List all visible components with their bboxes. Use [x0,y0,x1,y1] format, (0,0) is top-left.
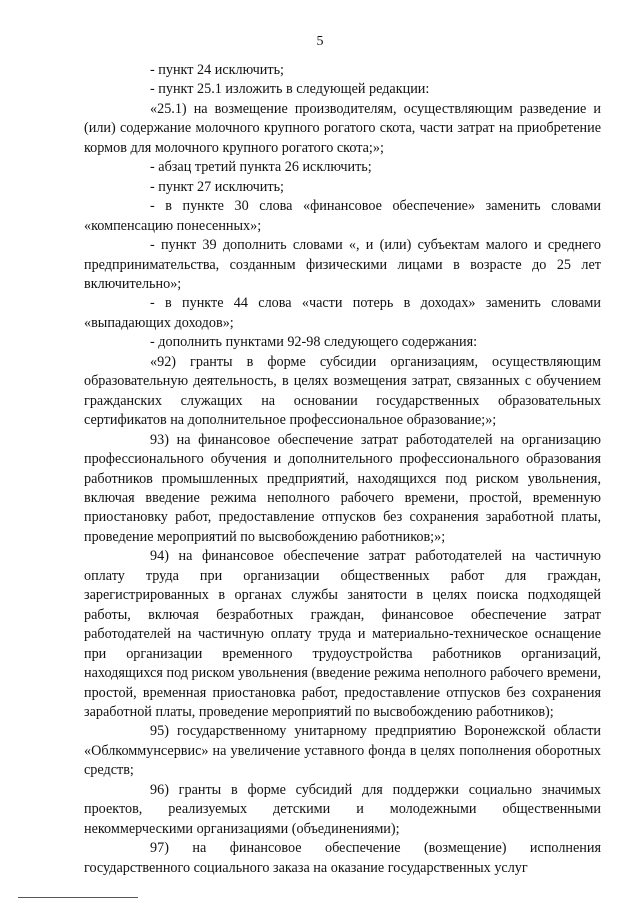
paragraph-items-92-98-intro: - дополнить пунктами 92-98 следующего содержания: [150,334,478,351]
paragraph-item-26: - абзац третий пункта 26 исключить; [150,159,372,176]
paragraph-item-44: - в пункте 44 слова «части потерь в доходах» заменить словами «выпадающих доходов»; [84,295,601,331]
paragraph-item-95: 95) государственному унитарному предприятию Воронежской области «Облкоммунсервис» на увеличение уставного фонда в целях пополнения оборотных средств; [84,723,601,779]
paragraph-item-93: 93) на финансовое обеспечение затрат работодателей на организацию профессионального обучения и дополнительного профессионального образования работников промышленных предприятий, находящихся под риском увольнения, включая введение режима неполного рабочего времени, простой, временную приостановку работ, предоставление отпусков без сохранения заработной платы, проведение мероприятий по высвобождению работников;»; [84,431,601,545]
paragraph-item-25-1-text: «25.1) на возмещение производителям, осуществляющим разведение и (или) содержание молочного крупного рогатого скота, части затрат на приобретение кормов для молочного крупного рогатого скота;»; [84,100,601,156]
page-number: 5 [316,34,324,49]
paragraph-item-39: - пункт 39 дополнить словами «, и (или) субъектам малого и среднего предпринимательства, созданным физическими лицами в возрасте до 25 лет включительно»; [84,237,601,292]
paragraph-item-94: 94) на финансовое обеспечение затрат работодателей на частичную оплату труда при организации общественных работ для граждан, зарегистрированных в органах службы занятости в целях поиска подходящей работы, включая безработных граждан, финансовое обеспечение затрат работодателей на частичную оплату труда и материально-техническое оснащение при организации временного трудоустройства работников организаций, находящихся под риском увольнения (введение режима неполного рабочего времени, простой, временная приостановка работ, предоставление отпусков без сохранения заработной платы, проведение мероприятий по высвобождению работников); [84,548,601,720]
document-body [84,61,601,878]
paragraph-item-30: - в пункте 30 слова «финансовое обеспечение» заменить словами «компенсацию понесенных»; [84,198,601,234]
paragraph-item-97: 97) на финансовое обеспечение (возмещение) исполнения государственного социального заказа на оказание государственных услуг [84,840,601,876]
paragraph-item-25-1: - пункт 25.1 изложить в следующей редакции: [150,81,430,98]
paragraph-item-96: 96) гранты в форме субсидий для поддержки социально значимых проектов, реализуемых детскими и молодежными общественными некоммерческими организациями (объединениями); [84,781,601,837]
paragraph-item-24: - пункт 24 исключить; [150,62,284,78]
paragraph-item-92: «92) гранты в форме субсидии организациям, осуществляющим образовательную деятельность, в целях возмещения затрат, связанных с обучением гражданских служащих на основании государственных образовательных сертификатов на дополнительное профессиональное образование;»; [84,353,601,429]
paragraph-item-27: - пункт 27 исключить; [150,178,284,195]
footer-divider [18,897,138,898]
